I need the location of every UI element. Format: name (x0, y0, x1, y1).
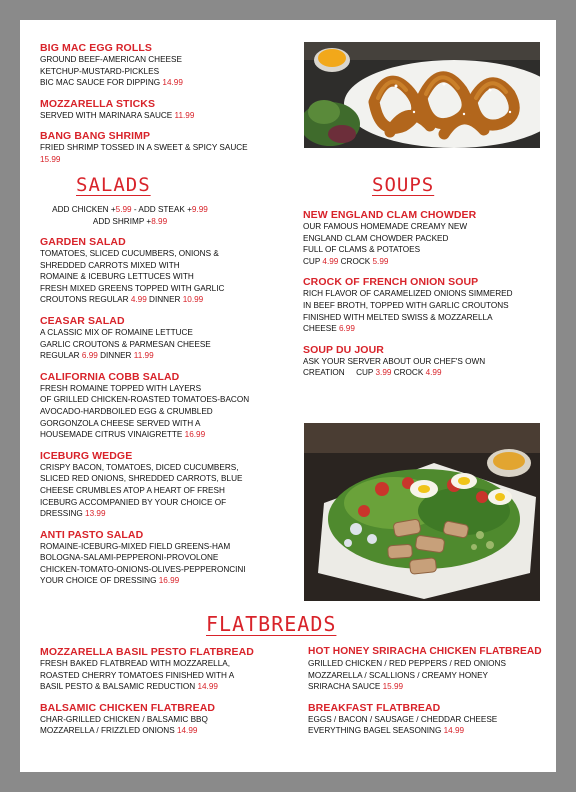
menu-item (303, 344, 543, 379)
item-title: CEASAR SALAD (40, 314, 125, 327)
item-line: CUP (303, 256, 321, 266)
item-title: BIG MAC EGG ROLLS (40, 42, 152, 54)
addon-price: 9.99 (191, 205, 208, 214)
salad-photo (304, 423, 540, 601)
menu-item (303, 276, 543, 334)
item-price: 14.99 (443, 726, 465, 736)
item-price: 15.99 (40, 154, 61, 164)
item-line: ENGLAND CLAM CHOWDER PACKED (303, 233, 449, 243)
salads-section (40, 236, 304, 587)
item-size: CROCK (391, 368, 426, 378)
addon-steak: - ADD STEAK + (131, 205, 192, 214)
item-line: ICEBURG ACCOMPANIED BY YOUR CHOICE OF (40, 497, 227, 507)
item-line: FRIED SHRIMP TOSSED IN A SWEET & SPICY SAUCE (40, 143, 248, 153)
salad-image (304, 423, 540, 601)
item-line: EVERYTHING BAGEL SEASONING (308, 726, 442, 736)
item-line: TOMATOES, SLICED CUCUMBERS, ONIONS & (40, 249, 219, 258)
menu-item (308, 702, 552, 737)
item-line: A CLASSIC MIX OF ROMAINE LETTUCE (40, 327, 193, 337)
item-price: 4.99 (130, 295, 147, 305)
item-line: CHEESE (303, 324, 337, 334)
item-title: BALSAMIC CHICKEN FLATBREAD (40, 701, 216, 714)
menu-item (40, 42, 300, 89)
menu-item (40, 702, 302, 737)
item-line: RICH FLAVOR OF CARAMELIZED ONIONS SIMMERED (303, 289, 513, 299)
item-line: SRIRACHA SAUCE (308, 682, 381, 692)
item-line: ROMAINE-ICEBURG-MIXED FIELD GREENS-HAM (40, 541, 231, 551)
item-price: 3.99 (375, 368, 392, 378)
item-line: AVOCADO-HARDBOILED EGG & CRUMBLED (40, 406, 213, 416)
item-price: 10.99 (182, 295, 204, 305)
flatbreads-left (40, 646, 302, 737)
addon-chicken: ADD CHICKEN + (52, 205, 116, 214)
item-price: 4.99 (425, 368, 442, 378)
item-title: ICEBURG WEDGE (40, 449, 133, 462)
pretzel-image (304, 42, 540, 148)
item-line: GORGONZOLA CHEESE SERVED WITH A (40, 418, 201, 428)
pretzel-photo (304, 42, 540, 148)
item-line: CRISPY BACON, TOMATOES, DICED CUCUMBERS, (40, 462, 239, 472)
appetizers-section (40, 42, 300, 166)
item-title: HOT HONEY SRIRACHA CHICKEN FLATBREAD (308, 646, 542, 657)
item-title: GARDEN SALAD (40, 236, 126, 248)
item-line: SERVED WITH MARINARA SAUCE (40, 110, 173, 120)
item-title: MOZZARELLA BASIL PESTO FLATBREAD (40, 646, 254, 658)
item-line: YOUR CHOICE OF DRESSING (40, 576, 157, 586)
item-line: MOZZARELLA / SCALLIONS / CREAMY HONEY (308, 670, 489, 680)
item-line: CREATION CUP (303, 368, 374, 378)
menu-item (40, 130, 300, 165)
menu-item (40, 315, 304, 362)
item-line: CHEESE CRUMBLES ATOP A HEART OF FRESH (40, 485, 225, 495)
menu-item (40, 529, 304, 587)
item-line: HOUSEMADE CITRUS VINAIGRETTE (40, 430, 183, 440)
item-price: 4.99 (322, 256, 339, 266)
item-price: 11.99 (133, 351, 154, 361)
item-price: 14.99 (176, 726, 198, 736)
item-title: MOZZARELLA STICKS (40, 97, 156, 110)
addon-shrimp: ADD SHRIMP + (92, 217, 152, 226)
flatbreads-right (308, 646, 552, 737)
item-line: FRESH ROMAINE TOPPED WITH LAYERS (40, 383, 202, 393)
item-line: ROASTED CHERRY TOMATOES FINISHED WITH A (40, 670, 235, 680)
item-title: ANTI PASTO SALAD (40, 528, 144, 541)
menu-item (40, 236, 304, 306)
item-title: BANG BANG SHRIMP (40, 130, 151, 143)
item-title: CROCK OF FRENCH ONION SOUP (303, 276, 479, 289)
item-line: ASK YOUR SERVER ABOUT OUR CHEF'S OWN (303, 356, 486, 366)
item-line: GROUND BEEF-AMERICAN CHEESE (40, 55, 182, 64)
item-line: CHAR-GRILLED CHICKEN / BALSAMIC BBQ (40, 714, 208, 724)
item-price: 15.99 (382, 682, 404, 692)
item-line: FINISHED WITH MELTED SWISS & MOZZARELLA (303, 312, 493, 322)
item-price: 6.99 (81, 351, 98, 361)
item-line: FRESH MIXED GREENS TOPPED WITH GARLIC (40, 283, 225, 293)
flatbreads-heading: FLATBREADS (206, 612, 337, 636)
addon-price: 8.99 (151, 217, 168, 226)
menu-item (303, 209, 543, 267)
item-price: 14.99 (162, 78, 183, 88)
item-price: 5.99 (372, 256, 389, 266)
item-line: EGGS / BACON / SAUSAGE / CHEDDAR CHEESE (308, 714, 498, 724)
item-title: NEW ENGLAND CLAM CHOWDER (303, 209, 477, 221)
addon-price: 5.99 (115, 205, 132, 214)
item-price: 14.99 (197, 682, 218, 692)
item-line: OUR FAMOUS HOMEMADE CREAMY NEW (303, 222, 468, 231)
menu-item (308, 646, 552, 693)
menu-item (40, 98, 300, 122)
item-line: OF GRILLED CHICKEN-ROASTED TOMATOES-BACON (40, 395, 250, 405)
item-price: 11.99 (174, 110, 195, 120)
item-price: 16.99 (184, 430, 206, 440)
item-line: FULL OF CLAMS & POTATOES (303, 245, 421, 255)
item-size: CROCK (338, 256, 373, 266)
item-price: 13.99 (85, 509, 106, 519)
item-price: 16.99 (158, 576, 180, 586)
item-line: IN BEEF BROTH, TOPPED WITH GARLIC CROUTONS (303, 300, 509, 310)
item-size: DINNER (146, 295, 183, 305)
item-line: MOZZARELLA / FRIZZLED ONIONS (40, 726, 175, 736)
menu-item (40, 450, 304, 520)
item-line: DRESSING (40, 509, 83, 519)
item-line: CHICKEN-TOMATO-ONIONS-OLIVES-PEPPERONCINI (40, 564, 246, 574)
item-title: CALIFORNIA COBB SALAD (40, 370, 180, 383)
item-line: GRILLED CHICKEN / RED PEPPERS / RED ONIONS (308, 659, 506, 668)
item-line: ROMAINE & ICEBURG LETTUCES WITH (40, 272, 194, 282)
item-line: FRESH BAKED FLATBREAD WITH MOZZARELLA, (40, 659, 231, 668)
item-line: BIC MAC SAUCE FOR DIPPING (40, 78, 161, 88)
item-line: BASIL PESTO & BALSAMIC REDUCTION (40, 682, 196, 692)
item-line: SHREDDED CARROTS MIXED WITH (40, 260, 180, 270)
menu-item (40, 646, 302, 693)
item-line: CROUTONS REGULAR (40, 295, 129, 305)
salads-heading: SALADS (76, 174, 151, 196)
soups-section (303, 209, 543, 379)
soups-heading: SOUPS (372, 174, 435, 196)
salad-addons (34, 204, 226, 228)
menu-page (20, 20, 556, 772)
item-price: 6.99 (338, 324, 355, 334)
item-line: KETCHUP-MUSTARD-PICKLES (40, 66, 160, 76)
item-line: SLICED RED ONIONS, SHREDDED CARROTS, BLUE (40, 474, 243, 484)
item-title: BREAKFAST FLATBREAD (308, 701, 441, 714)
item-line: BOLOGNA-SALAMI-PEPPERONI-PROVOLONE (40, 553, 219, 563)
item-size: DINNER (97, 351, 134, 361)
item-line: GARLIC CROUTONS & PARMESAN CHEESE (40, 339, 211, 349)
menu-item (40, 371, 304, 441)
item-line: REGULAR (40, 351, 80, 361)
item-title: SOUP DU JOUR (303, 343, 384, 356)
